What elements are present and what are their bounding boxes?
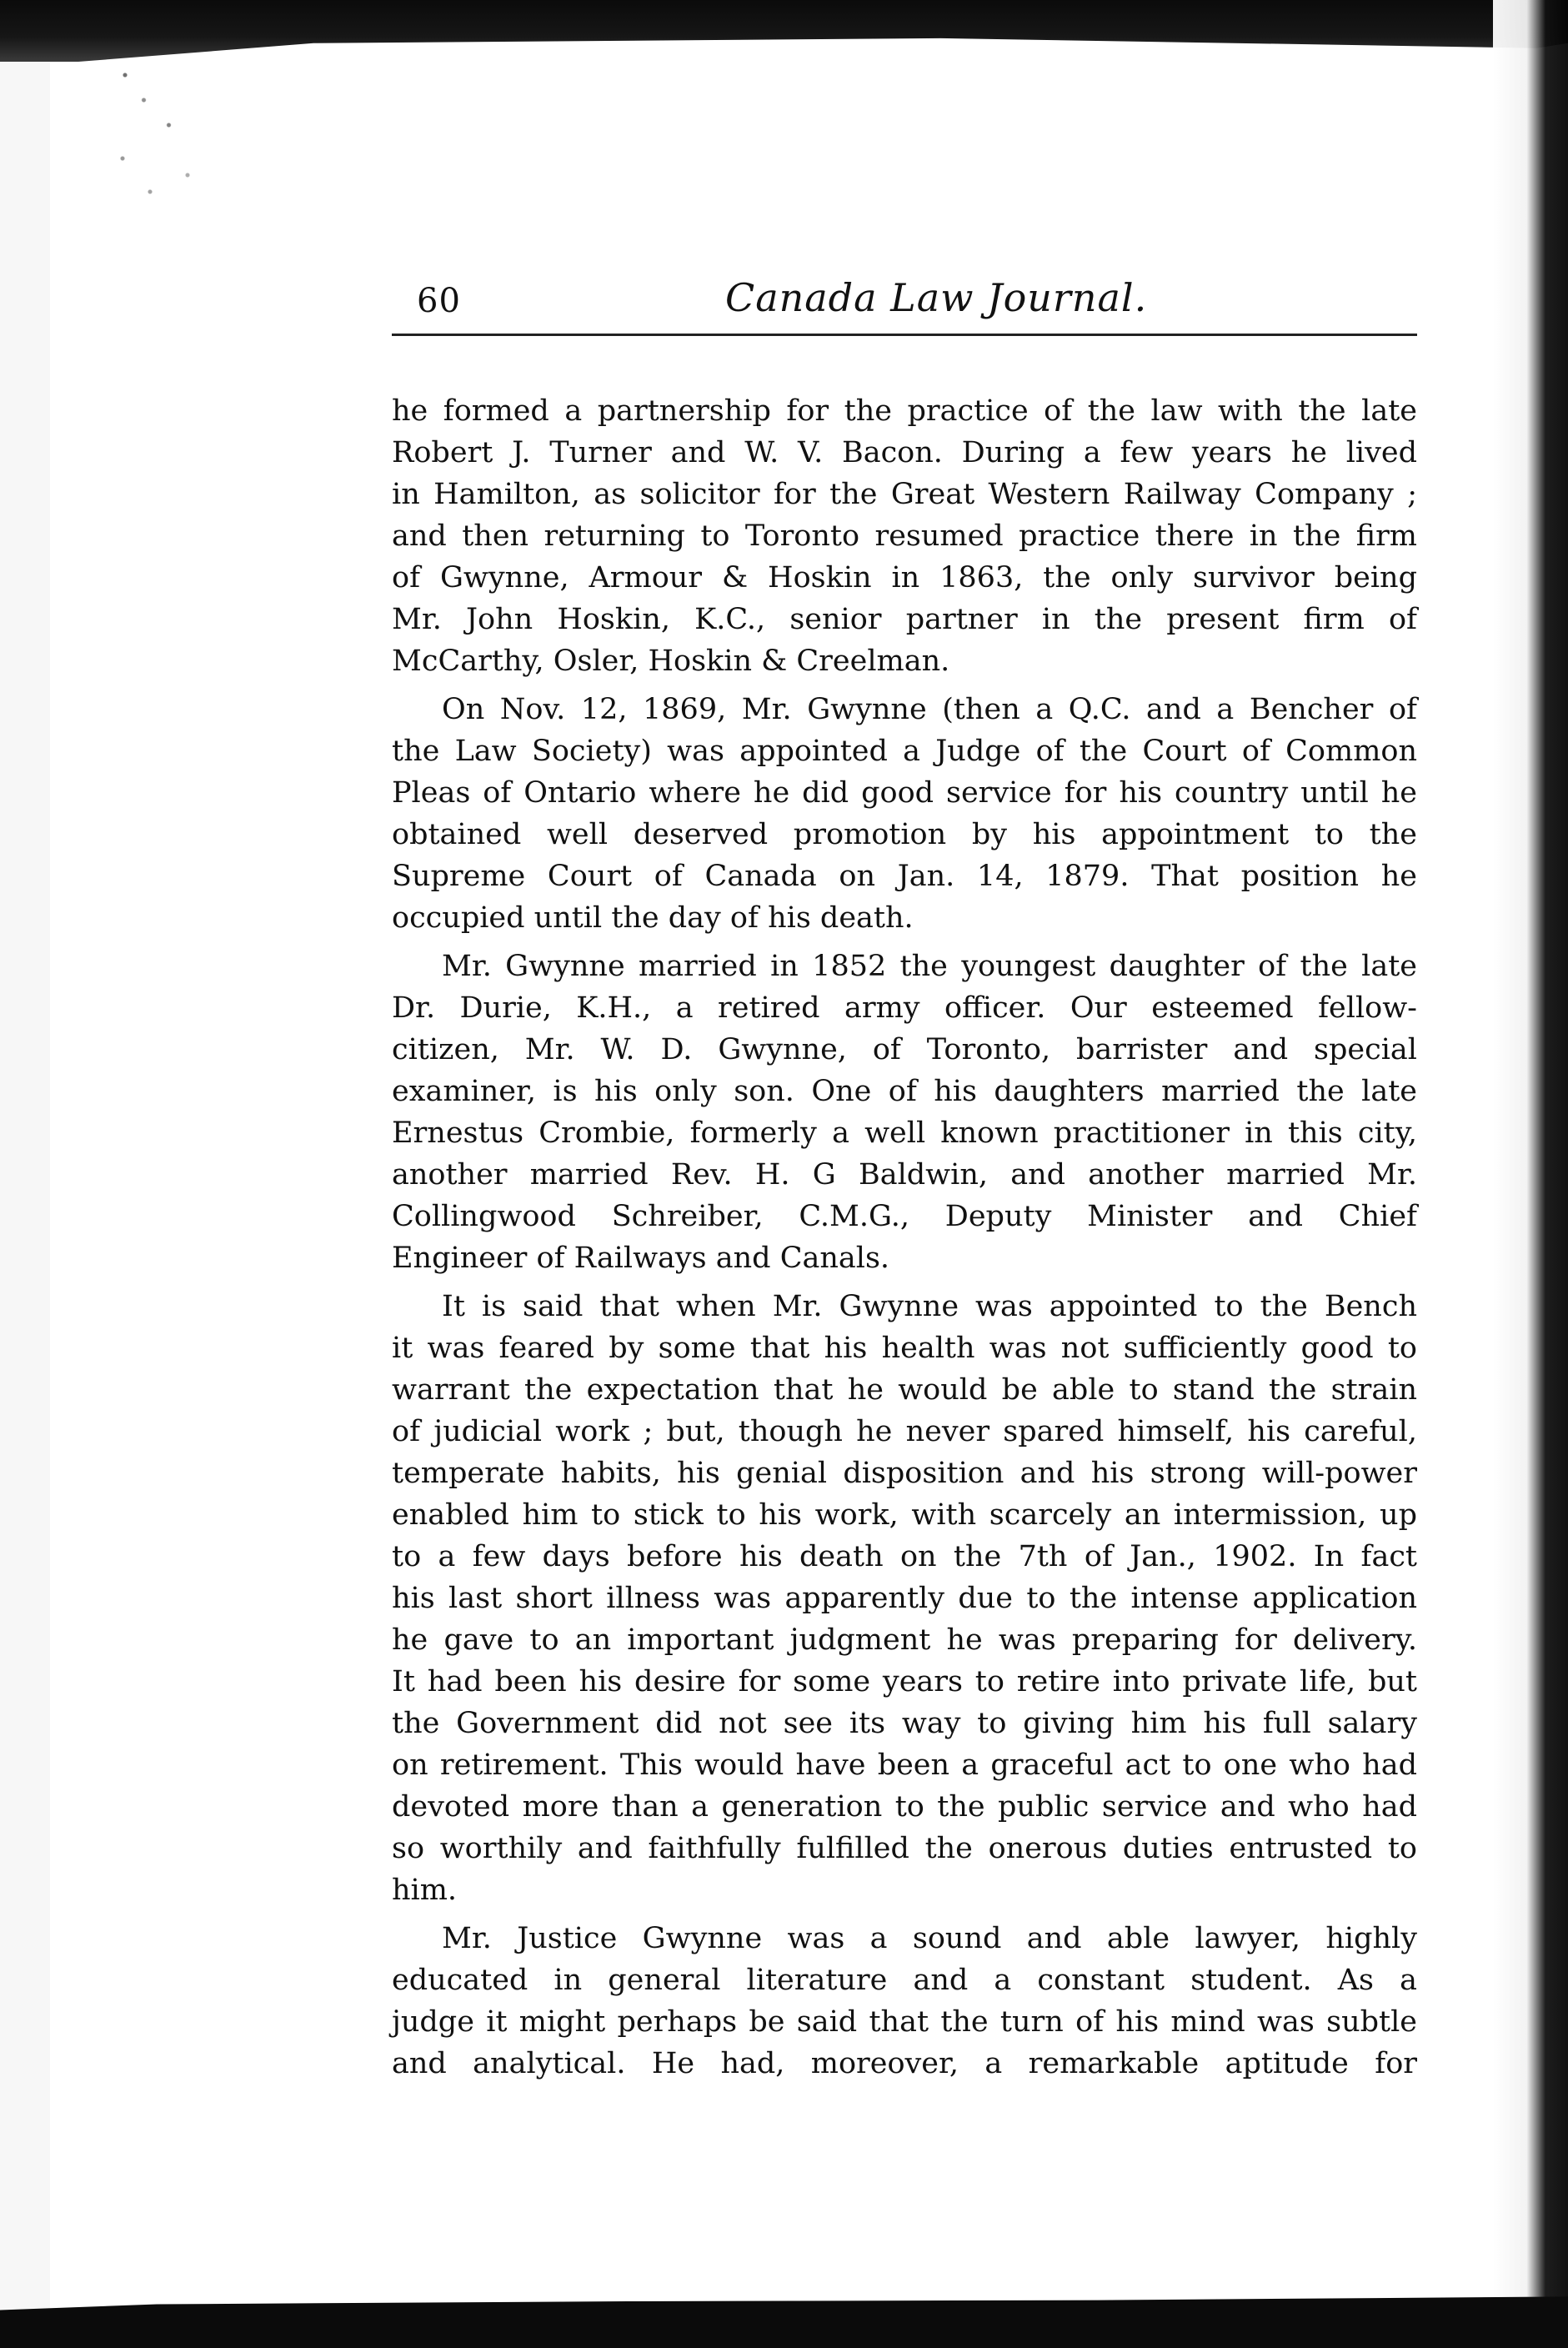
journal-title: Canada Law Journal. [725, 275, 1148, 320]
running-head [392, 275, 1417, 342]
text-line: citizen, Mr. W. D. Gwynne, of Toronto, barrister and special [392, 1033, 1417, 1066]
text-line: him. [392, 1874, 458, 1907]
text-line: another married Rev. H. G Baldwin, and another married Mr. [392, 1158, 1417, 1192]
text-line: Ernestus Crombie, formerly a well known practitioner in this city, [392, 1116, 1417, 1150]
text-line: his last short illness was apparently due to the intense application [392, 1582, 1417, 1615]
text-line: he formed a partnership for the practice of the law with the late [392, 394, 1417, 428]
text-line: and then returning to Toronto resumed practice there in the firm [392, 519, 1417, 553]
text-line: devoted more than a generation to the public service and who had [392, 1790, 1417, 1824]
text-line: on retirement. This would have been a graceful act to one who had [392, 1748, 1417, 1782]
text-line: Engineer of Railways and Canals. [392, 1242, 890, 1275]
text-line: occupied until the day of his death. [392, 901, 914, 935]
paragraph-4 [392, 1286, 1417, 1911]
article-body [392, 390, 1417, 2085]
text-line: educated in general literature and a constant student. As a [392, 1964, 1417, 1997]
text-line: he gave to an important judgment he was preparing for delivery. [392, 1623, 1417, 1657]
text-line: Mr. Justice Gwynne was a sound and able lawyer, highly [442, 1922, 1417, 1955]
text-line: warrant the expectation that he would be able to stand the strain [392, 1373, 1417, 1407]
text-line: enabled him to stick to his work, with scarcely an intermission, up [392, 1498, 1417, 1532]
paragraph-2 [392, 689, 1417, 939]
text-line: the Law Society) was appointed a Judge of the Court of Common [392, 735, 1417, 768]
scan-bottom-edge [0, 2290, 1568, 2348]
paragraph-3 [392, 946, 1417, 1279]
scan-left-margin [0, 33, 50, 2310]
text-line: Collingwood Schreiber, C.M.G., Deputy Minister and Chief [392, 1200, 1417, 1233]
scan-right-edge [1493, 0, 1568, 2348]
text-line: it was feared by some that his health was not sufficiently good to [392, 1332, 1417, 1365]
text-line: Mr. John Hoskin, K.C., senior partner in the present firm of [392, 603, 1417, 636]
paragraph-1 [392, 390, 1417, 682]
text-line: obtained well deserved promotion by his appointment to the [392, 818, 1417, 851]
text-line: On Nov. 12, 1869, Mr. Gwynne (then a Q.C. and a Bencher of [442, 693, 1417, 726]
text-line: Robert J. Turner and W. V. Bacon. During a few years he lived [392, 436, 1417, 469]
text-line: to a few days before his death on the 7th of Jan., 1902. In fact [392, 1540, 1417, 1573]
scan-top-edge [0, 0, 1568, 62]
text-line: of judicial work ; but, though he never spared himself, his careful, [392, 1415, 1417, 1448]
text-line: in Hamilton, as solicitor for the Great Western Railway Company ; [392, 478, 1417, 511]
text-line: so worthily and faithfully fulfilled the onerous duties entrusted to [392, 1832, 1417, 1865]
text-line: Mr. Gwynne married in 1852 the youngest daughter of the late [442, 950, 1417, 983]
page-number: 60 [417, 282, 461, 320]
text-line: temperate habits, his genial disposition and his strong will-power [392, 1457, 1417, 1490]
text-line: Supreme Court of Canada on Jan. 14, 1879. That position he [392, 860, 1417, 893]
text-line: It had been his desire for some years to retire into private life, but [392, 1665, 1417, 1698]
text-line: Pleas of Ontario where he did good service for his country until he [392, 776, 1417, 810]
text-line: McCarthy, Osler, Hoskin & Creelman. [392, 645, 950, 678]
scan-specks [100, 58, 225, 225]
text-line: the Government did not see its way to giving him his full salary [392, 1707, 1417, 1740]
text-line: judge it might perhaps be said that the turn of his mind was subtle [392, 2005, 1417, 2039]
header-rule [392, 334, 1417, 336]
text-line: and analytical. He had, moreover, a remarkable aptitude for [392, 2047, 1417, 2080]
paragraph-5 [392, 1918, 1417, 2085]
book-page [392, 275, 1417, 2091]
text-line: examiner, is his only son. One of his daughters married the late [392, 1075, 1417, 1108]
text-line: of Gwynne, Armour & Hoskin in 1863, the only survivor being [392, 561, 1417, 595]
text-line: Dr. Durie, K.H., a retired army officer. Our esteemed fellow- [392, 991, 1417, 1025]
text-line: It is said that when Mr. Gwynne was appointed to the Bench [442, 1290, 1417, 1323]
